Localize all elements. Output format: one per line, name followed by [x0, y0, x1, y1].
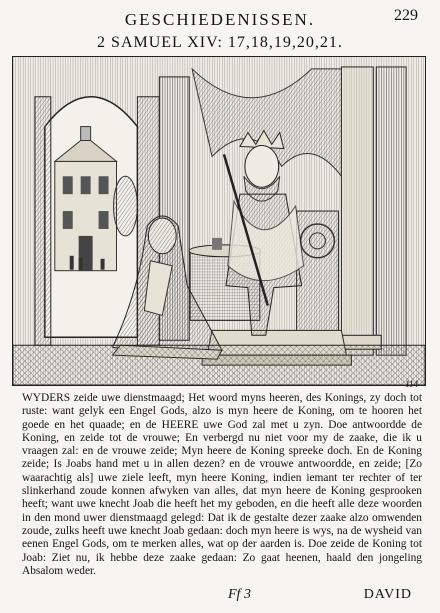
plate-number: 114 [405, 379, 418, 389]
body-text [22, 392, 422, 578]
engraving-plate [12, 56, 426, 386]
running-head [0, 4, 440, 30]
running-title: GESCHIEDENISSEN. [124, 10, 316, 29]
throne [297, 211, 339, 340]
page-footer [0, 587, 440, 607]
catchword: DAVID [363, 587, 412, 602]
chapter-reference: 2 SAMUEL XIV: 17,18,19,20,21. [97, 34, 343, 51]
page-number: 229 [394, 7, 418, 24]
body-paragraph: WYDERS zeide uwe dienstmaagd; Het woord myns heeren, des Konings, zy doch tot ruste: want gelyk een Engel Gods, alzo is myn heere de Koning, om te hooren het goede en het quaade; en de HEERE uwe God zal met u zyn. Doe antwoordde de Koning, en zeide tot de vrouwe; En verbergd nu niet voor my de zaake, die ik u vraagen zal: en de vrouwe zeide; Myn heere de Koning spreeke doch. En de Koning zeide; Is Joabs hand met u in allen dezen? en de vrouwe antwoordde, en zeide; [Zo waarachtig als] uwe ziele leeft, myn heere Koning, indien iemant ter rechter of ter slinkerhand zoude konnen afwyken van alles, dat myn heere de Koning gesprooken heeft; want uwe knecht Joab die heeft het my geboden, en die heeft alle deze woorden in den mond uwer dienstmaagd gelegd: Dat ik de gestalte dezer zaake alzo omwenden zoude, zulks heeft uwe knecht Joab gedaan: doch myn heere is wys, na de wysheid van eenen Engel Gods, om te merken alles, wat op der aarden is. Doe zeide de Koning tot Joab: Ziet nu, ik hebbe deze zaake gedaan: Zo gaat heenen, haald den jongeling Absalom weder. [22, 392, 422, 577]
signature-mark: Ff 3 [228, 587, 251, 602]
engraving-illustration [13, 57, 425, 385]
